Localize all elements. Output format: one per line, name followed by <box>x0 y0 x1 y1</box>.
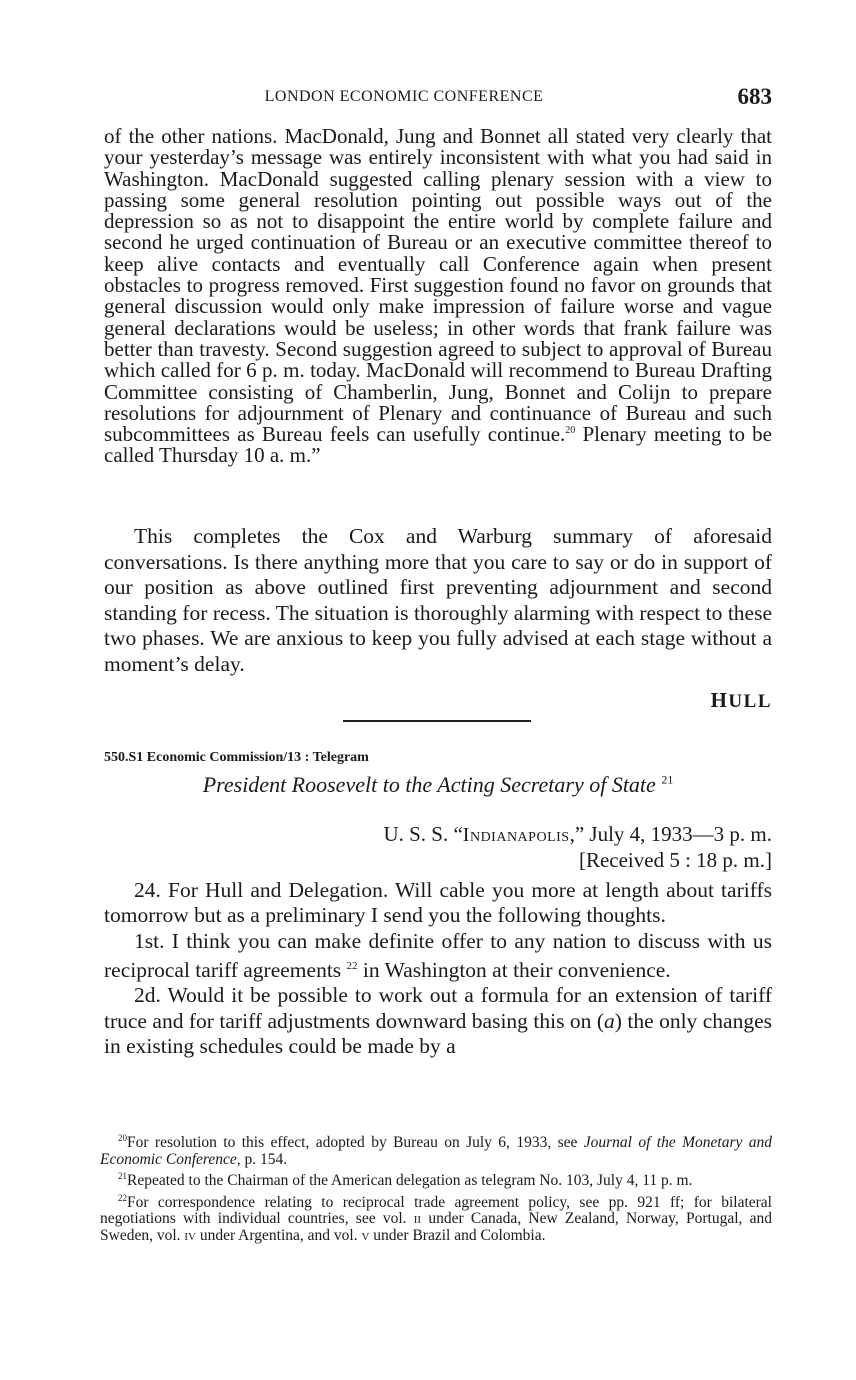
body-text: 2d. Would it be possible to work out a formula for an extension of tariff truce and for tariff adjustments downward basing this on ( <box>104 983 772 1033</box>
continued-paragraph <box>104 126 772 467</box>
dateline-suffix: ,” July 4, 1933—3 p. m. <box>569 822 772 846</box>
footnote-ref: 20 <box>565 425 576 437</box>
paragraph-text: of the other nations. MacDonald, Jung and Bonnet all stated very clearly that your yesterday’s message was entirely inconsistent with what you had said in Washington. MacDonald suggested calling plenary session with a view to passing some general resolution pointing out possible ways out of the depression so as not to disappoint the entire world by complete failure and second he urged continuation of Bureau or an executive committee thereof to keep alive contacts and eventually call Conference again when present obstacles to progress removed. First suggestion found no favor on grounds that general discussion would only make impression of failure worse and vague general declarations would be useless; in other words that frank failure was better than travesty. Second suggestion agreed to subject to approval of Bureau which called for 6 p. m. today. MacDonald will recommend to Bureau Drafting Committee consisting of Chamberlin, Jung, Bonnet and Colijn to prepare resolutions for adjournment of Plenary and continuance of Bureau and such subcommittees as Bureau feels can usefully continue. <box>104 124 772 447</box>
page-header <box>104 84 772 114</box>
footnote <box>100 1168 772 1190</box>
telegram-body <box>104 878 772 1059</box>
paragraph-text: Plenary meeting to be called Thursday 10 a. m.” <box>104 422 772 468</box>
footnote-text: under Canada, New Zealand, Norway, Portugal, and Sweden, vol. <box>100 1210 772 1244</box>
footnote <box>100 1130 772 1168</box>
footnote-text: under Argentina, and vol. <box>196 1226 362 1244</box>
page-number: 683 <box>737 84 772 109</box>
footnote-ref: 21 <box>661 772 674 787</box>
file-reference: 550.S1 Economic Commission/13 : Telegram <box>104 750 369 765</box>
body-paragraph <box>104 983 772 1059</box>
footnote-text: under Brazil and Colombia. <box>369 1226 546 1244</box>
section-divider <box>343 720 531 722</box>
footnote-text: For correspondence relating to reciprocal trade agreement policy, see pp. 921 ff; for bilateral negotiations with individual countries, see vol. <box>100 1193 772 1228</box>
dateline <box>383 822 772 847</box>
summary-paragraph: This completes the Cox and Warburg summary of aforesaid conversations. Is there anything more that you care to say or do in support of our position as above outlined first preventing adjournment and second standing for recess. The situation is thoroughly alarming with respect to these two phases. We are anxious to keep you fully advised at each stage without a moment’s delay. <box>104 524 772 676</box>
running-head: LONDON ECONOMIC CONFERENCE <box>264 88 544 105</box>
footnote-text: , p. 154. <box>236 1150 288 1168</box>
body-text: in Washington at their convenience. <box>357 958 671 983</box>
volume-number: iv <box>184 1226 196 1244</box>
document-title <box>104 772 772 798</box>
body-paragraph <box>104 929 772 984</box>
body-italic: a <box>604 1008 615 1033</box>
ship-name: Indianapolis <box>462 824 570 846</box>
signature-rest: ULL <box>728 691 772 712</box>
body-text: 1st. I think you can make definite offer to any nation to discuss with us reciprocal tariff agreements <box>104 928 772 983</box>
received-note: [Received 5 : 18 p. m.] <box>578 848 772 872</box>
volume-number: ii <box>413 1210 422 1228</box>
footnotes <box>100 1130 772 1244</box>
document-title-text: President Roosevelt to the Acting Secretary of State <box>202 772 656 797</box>
footnote-text: Repeated to the Chairman of the American delegation as telegram No. 103, July 4, 11 p. m. <box>127 1172 693 1190</box>
signature <box>711 688 772 713</box>
footnote-italic: Journal of the Monetary and Economic Conference <box>100 1134 772 1168</box>
signature-initial: H <box>710 688 729 712</box>
dateline-prefix: U. S. S. “ <box>383 822 463 846</box>
footnote-ref: 22 <box>346 959 358 972</box>
body-paragraph: 24. For Hull and Delegation. Will cable you more at length about tariffs tomorrow but as a preliminary I send you the following thoughts. <box>104 878 772 928</box>
footnote-number: 22 <box>118 1192 127 1203</box>
body-text: ) the only changes in existing schedules could be made by a <box>104 1008 772 1058</box>
footnote-text: For resolution to this effect, adopted by Bureau on July 6, 1933, see <box>127 1134 584 1152</box>
footnote-number: 21 <box>118 1171 127 1182</box>
footnote-number: 20 <box>118 1133 127 1143</box>
footnote <box>100 1190 772 1245</box>
volume-number: v <box>361 1226 370 1244</box>
